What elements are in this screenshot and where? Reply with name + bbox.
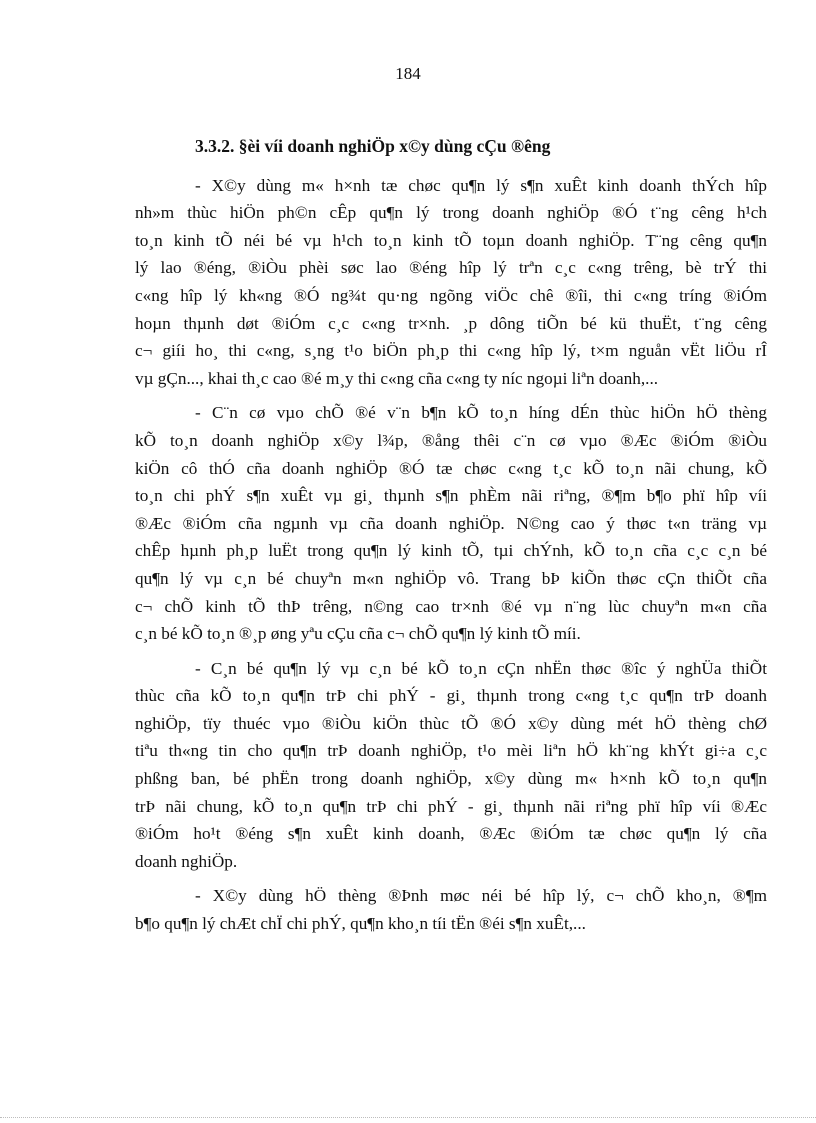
paragraph-line: c«ng hîp lý kh«ng ®Ó ng¾t qu·ng ngõng viÖc chê ®îi, thi c«ng tríng ®iÓm: [135, 285, 767, 305]
paragraph-line: ®iÓm ho¹t ®éng s¶n xuÊt kinh doanh, ®Æc ®iÓm tæ chøc qu¶n lý cña: [135, 824, 767, 844]
paragraph-line: lý lao ®éng, ®iÒu phèi søc lao ®éng hîp lý trªn c¸c c«ng trêng, bè trÝ thi: [135, 258, 767, 278]
paragraph-2: [135, 399, 767, 647]
paragraph-line: qu¶n lý vµ c¸n bé chuyªn m«n nghiÖp vô. Trang bÞ kiÕn thøc cÇn thiÕt cña: [135, 568, 767, 588]
paragraph-line: c¬ chÕ kinh tÕ thÞ trêng, n©ng cao tr×nh ®é vµ n¨ng lùc chuyªn m«n cña: [135, 596, 767, 616]
section-heading: 3.3.2. §èi víi doanh nghiÖp x©y dùng cÇu ®êng: [195, 136, 551, 156]
paragraph-line: - C¨n cø vµo chÕ ®é v¨n b¶n kÕ to¸n híng dÉn thùc hiÖn hÖ thèng: [195, 403, 767, 423]
paragraph-line: vµ gÇn..., khai th¸c cao ®é m¸y thi c«ng cña c«ng ty níc ngoµi liªn doanh,...: [135, 368, 659, 388]
paragraph-line: c¬ giíi ho¸ thi c«ng, s¸ng t¹o biÖn ph¸p thi c«ng hîp lý, t×m nguån vËt liÖu rÎ: [135, 341, 767, 361]
paragraph-line: - X©y dùng hÖ thèng ®Þnh møc néi bé hîp lý, c¬ chÕ kho¸n, ®¶m: [195, 886, 767, 906]
paragraph-line: doanh nghiÖp.: [135, 851, 238, 871]
paragraph-line: trÞ nãi chung, kÕ to¸n qu¶n trÞ chi phÝ - gi¸ thµnh nãi riªng phï hîp víi ®Æc: [135, 796, 767, 816]
page-number: 184: [395, 64, 421, 83]
paragraph-line: chÊp hµnh ph¸p luËt trong qu¶n lý kinh tÕ, tµi chÝnh, kÕ to¸n cña c¸c c¸n bé: [135, 541, 767, 561]
paragraph-line: c¸n bé kÕ to¸n ®¸p øng yªu cÇu cña c¬ chÕ qu¶n lý kinh tÕ míi.: [135, 624, 581, 644]
paragraph-line: nh»m thùc hiÖn ph©n cÊp qu¶n lý trong doanh nghiÖp ®Ó t¨ng cêng h¹ch: [135, 203, 767, 223]
paragraph-line: - C¸n bé qu¶n lý vµ c¸n bé kÕ to¸n cÇn nhËn thøc ®îc ý nghÜa thiÕt: [195, 658, 767, 678]
paragraph-line: hoµn thµnh døt ®iÓm c¸c c«ng tr×nh. ¸p dông tiÕn bé kü thuËt, t¨ng cêng: [135, 313, 767, 333]
paragraph-line: thùc cña kÕ to¸n qu¶n trÞ chi phÝ - gi¸ thµnh trong c«ng t¸c qu¶n trÞ doanh: [135, 686, 767, 706]
paragraph-4: [135, 882, 767, 937]
paragraph-line: nghiÖp, tïy thuéc vµo ®iÒu kiÖn thùc tÕ ®Ó x©y dùng mét hÖ thèng chØ: [135, 713, 767, 733]
paragraph-3: [135, 655, 767, 876]
page-bottom-divider: [0, 1117, 816, 1118]
paragraph-line: tiªu th«ng tin cho qu¶n trÞ doanh nghiÖp, t¹o mèi liªn hÖ kh¨ng khÝt gi÷a c¸c: [135, 741, 767, 761]
paragraph-line: to¸n kinh tÕ néi bé vµ h¹ch to¸n kinh tÕ toµn doanh nghiÖp. T¨ng cêng qu¶n: [135, 230, 767, 250]
paragraph-line: to¸n chi phÝ s¶n xuÊt vµ gi¸ thµnh s¶n phÈm nãi riªng, ®¶m b¶o phï hîp víi: [135, 486, 767, 506]
paragraph-line: - X©y dùng m« h×nh tæ chøc qu¶n lý s¶n xuÊt kinh doanh thÝch hîp: [195, 175, 767, 195]
paragraph-line: b¶o qu¶n lý chÆt chÏ chi phÝ, qu¶n kho¸n tíi tËn ®éi s¶n xuÊt,...: [135, 914, 586, 934]
paragraph-line: ®Æc ®iÓm cña ngµnh vµ cña doanh nghiÖp. N©ng cao ý thøc t«n träng vµ: [135, 513, 767, 533]
paragraph-1: [135, 172, 767, 393]
paragraph-line: phßng ban, bé phËn trong doanh nghiÖp, x©y dùng m« h×nh kÕ to¸n qu¶n: [135, 769, 767, 789]
paragraph-line: kÕ to¸n doanh nghiÖp x©y l¾p, ®ång thêi c¨n cø vµo ®Æc ®iÓm ®iÒu: [135, 430, 767, 450]
document-body: [135, 133, 767, 945]
paragraph-line: kiÖn cô thÓ cña doanh nghiÖp ®Ó tæ chøc c«ng t¸c kÕ to¸n nãi chung, kÕ: [135, 458, 767, 478]
